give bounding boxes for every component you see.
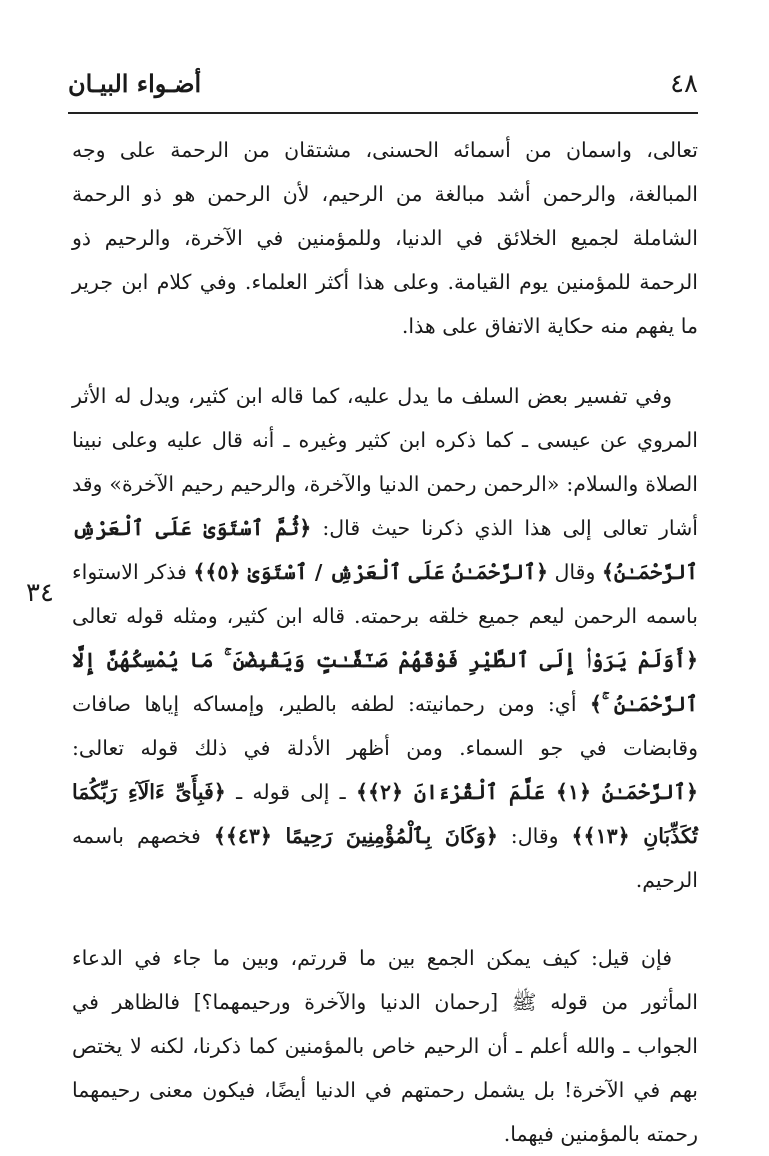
running-title: أضـواء البيـان: [68, 69, 202, 98]
paragraph-1: تعالى، واسمان من أسمائه الحسنى، مشتقان من الرحمة على وجه المبالغة، والرحمن أشد مبالغة من الرحيم، لأن الرحمن هو ذو الرحمة الشاملة لجميع الخلائق في الدنيا، وللمؤمنين في الآخرة، والرحيم ذو الرحمة للمؤمنين يوم القيامة. وعلى هذا أكثر العلماء. وفي كلام ابن جرير ما يفهم منه حكاية الاتفاق على هذا.: [72, 138, 698, 338]
paragraph-2-text-5: ـ إلى قوله ـ: [225, 780, 356, 804]
quran-verse-3: ﴿أَوَلَمْ يَرَوْا۟ إِلَى ٱلطَّيْرِ فَوْقَهُمْ صَـٰٓفَّـٰتٍ وَيَقْبِضْنَ ۚ مَا يُمْسِكُهُنَّ إِلَّا ٱلرَّحْمَـٰنُ ۚ﴾: [72, 648, 699, 716]
paragraph-3: فإن قيل: كيف يمكن الجمع بين ما قررتم، وبين ما جاء في الدعاء المأثور من قوله ﷺ [رحمان الدنيا والآخرة ورحيمهما؟] فالظاهر في الجواب ـ والله أعلم ـ أن الرحيم خاص بالمؤمنين كما ذكرنا، لكنه لا يختص بهم في الآخرة! بل يشمل رحمتهم في الدنيا أيضًا، فيكون معنى رحيمهما رحمته بالمؤمنين فيهما.: [72, 946, 698, 1146]
header-rule: [68, 112, 698, 114]
paragraph-2: [72, 374, 698, 902]
quran-verse-4: ﴿ٱلرَّحْمَـٰنُ ﴿١﴾ عَلَّمَ ٱلْقُرْءَانَ ﴿٢﴾﴾: [356, 780, 698, 804]
paragraph-2-text-4: أي: ومن رحمانيته: لطفه بالطير، وإمساكه إياها صافات وقابضات في جو السماء. ومن أظهر الأدلة في ذلك قوله تعالى:: [72, 692, 698, 760]
body-text: [72, 128, 698, 1156]
paragraph-2-text-1: وفي تفسير بعض السلف ما يدل عليه، كما قاله ابن كثير، ويدل له الأثر المروي عن عيسى ـ كما ذكره ابن كثير وغيره ـ أنه قال عليه وعلى نبينا الصلاة والسلام: «الرحمن رحمن الدنيا والآخرة، والرحيم رحيم الآخرة» وقد أشار تعالى إلى هذا الذي ذكرنا حيث قال:: [72, 384, 698, 540]
paragraph-2-text-2: وقال: [547, 560, 602, 584]
page-number: ٤٨: [670, 69, 698, 99]
quran-verse-6: ﴿وَكَانَ بِٱلْمُؤْمِنِينَ رَحِيمًا ﴿٤٣﴾﴾: [213, 824, 498, 848]
page-header: [68, 66, 698, 110]
quran-verse-2: ﴿ٱلرَّحْمَـٰنُ عَلَى ٱلْعَرْشِ / ٱسْتَوَىٰ ﴿٥﴾﴾: [193, 560, 548, 584]
quran-verse-1: ﴿ثُمَّ ٱسْتَوَىٰ عَلَى ٱلْعَرْشِ ٱلرَّحْمَـٰنُ﴾: [72, 516, 698, 584]
paragraph-2-text-7: فخصهم باسمه الرحيم.: [72, 824, 698, 892]
quran-verse-5: ﴿فَبِأَىِّ ءَالَآءِ رَبِّكُمَا تُكَذِّبَانِ ﴿١٣﴾﴾: [72, 780, 698, 848]
margin-note: ٣٤: [26, 578, 54, 608]
paragraph-2-text-6: وقال:: [497, 824, 572, 848]
paragraph-2-text-3: فذكر الاستواء باسمه الرحمن ليعم جميع خلقه برحمته. قاله ابن كثير، ومثله قوله تعالى: [72, 560, 698, 628]
